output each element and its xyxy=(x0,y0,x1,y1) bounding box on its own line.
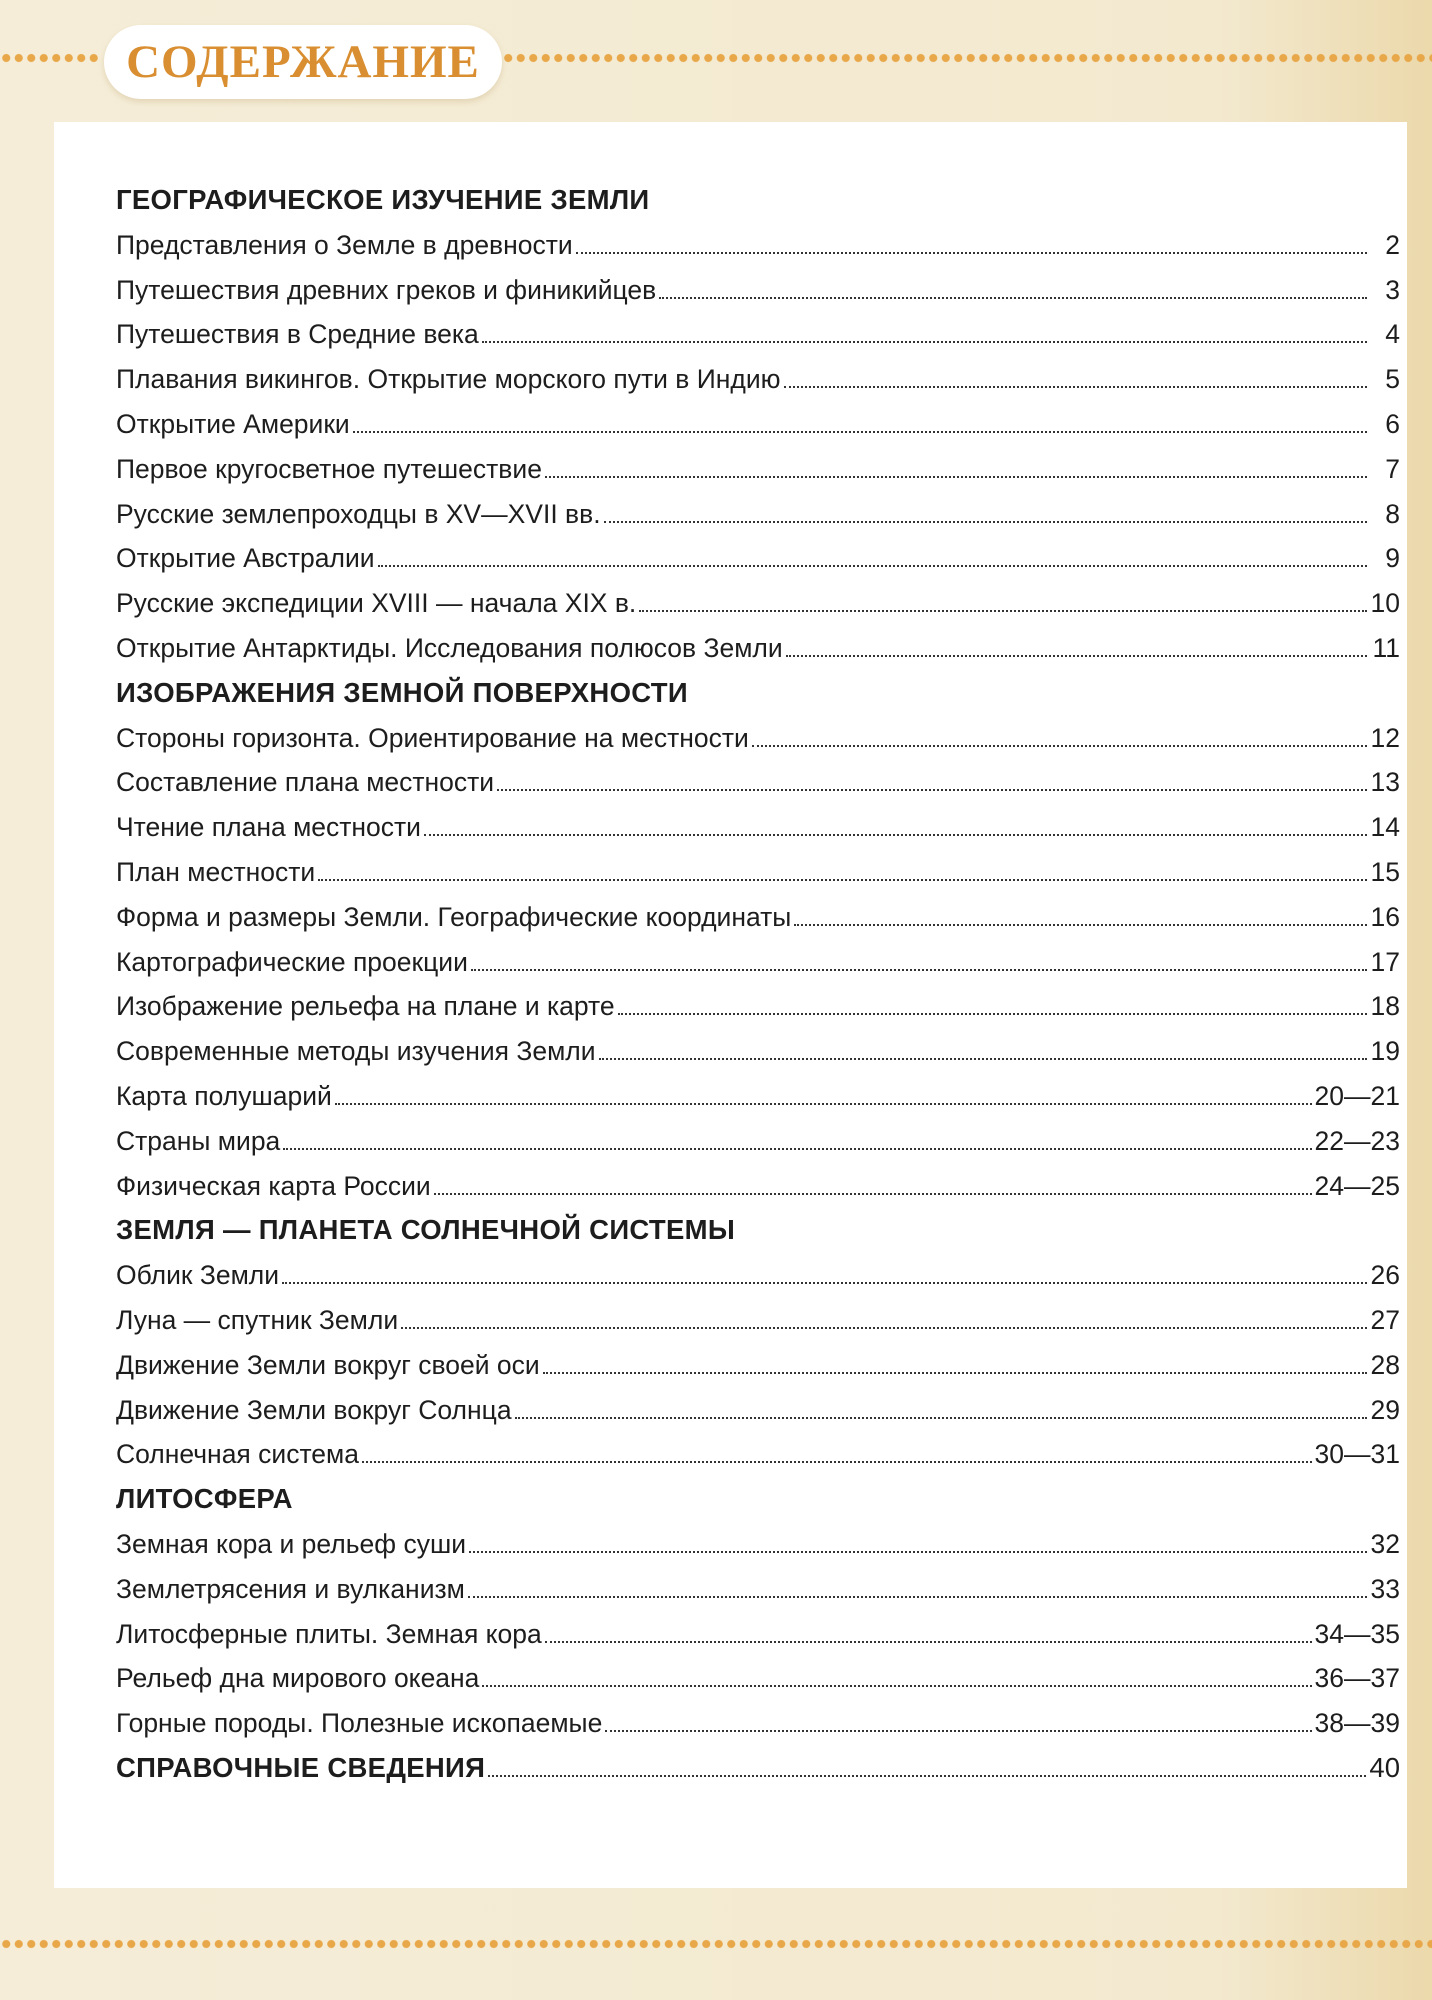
toc-entry-page: 34—35 xyxy=(1314,1618,1400,1649)
dot-leader xyxy=(794,923,1367,926)
dot-leader xyxy=(545,475,1367,478)
toc-entry[interactable] xyxy=(116,1701,1400,1746)
dot-leader xyxy=(468,1595,1367,1598)
dot-leader xyxy=(318,878,1367,881)
toc-final-entry[interactable] xyxy=(116,1746,1400,1791)
toc-entry-page: 29 xyxy=(1370,1394,1400,1425)
dot-leader xyxy=(401,1326,1367,1329)
toc-entry[interactable] xyxy=(116,402,1400,447)
toc-entry[interactable] xyxy=(116,223,1400,268)
toc-entry[interactable] xyxy=(116,357,1400,402)
dot-leader xyxy=(599,1057,1367,1060)
section-heading-label: ЛИТОСФЕРА xyxy=(116,1483,293,1515)
toc-entry-page: 10 xyxy=(1370,588,1400,619)
dot-leader xyxy=(659,296,1367,299)
section-heading-label: ИЗОБРАЖЕНИЯ ЗЕМНОЙ ПОВЕРХНОСТИ xyxy=(116,676,688,708)
toc-entry[interactable] xyxy=(116,760,1400,805)
toc-entry-page: 28 xyxy=(1370,1349,1400,1380)
dot-leader xyxy=(497,788,1367,791)
toc-entry[interactable] xyxy=(116,447,1400,492)
toc-entry[interactable] xyxy=(116,1522,1400,1567)
toc-entry-label: Форма и размеры Земли. Географические координаты xyxy=(116,901,792,932)
toc-entry[interactable] xyxy=(116,805,1400,850)
toc-entry-page: 6 xyxy=(1385,408,1400,439)
toc-entry-label: Современные методы изучения Земли xyxy=(116,1036,596,1067)
toc-entry-page: 30—31 xyxy=(1314,1439,1400,1470)
toc-entry[interactable] xyxy=(116,268,1400,313)
dot-leader xyxy=(752,744,1367,747)
toc-entry-label: Землетрясения и вулканизм xyxy=(116,1573,465,1604)
toc-entry-label: План местности xyxy=(116,856,316,887)
toc-entry-page: 27 xyxy=(1370,1304,1400,1335)
toc-entry-page: 8 xyxy=(1385,498,1400,529)
dot-leader xyxy=(335,1102,1312,1105)
toc-entry-page: 36—37 xyxy=(1314,1663,1400,1694)
dot-leader xyxy=(482,340,1367,343)
dot-leader xyxy=(378,564,1367,567)
toc-entry-label: Чтение плана местности xyxy=(116,812,421,843)
toc-entry-label: Земная кора и рельеф суши xyxy=(116,1528,467,1559)
dot-leader xyxy=(469,1550,1367,1553)
dot-leader xyxy=(434,1192,1312,1195)
toc-entry[interactable] xyxy=(116,1074,1400,1119)
toc-entry-page: 5 xyxy=(1385,364,1400,395)
section-heading xyxy=(116,1208,1400,1253)
toc-entry-page: 20—21 xyxy=(1314,1080,1400,1111)
dotted-border-bottom xyxy=(0,1938,1432,1950)
toc-entry-label: Облик Земли xyxy=(116,1260,280,1291)
toc-entry-page: 38—39 xyxy=(1314,1708,1400,1739)
toc-entry-label: Картографические проекции xyxy=(116,946,468,977)
toc-entry-page: 19 xyxy=(1370,1036,1400,1067)
toc-entry[interactable] xyxy=(116,1253,1400,1298)
toc-entry-page: 4 xyxy=(1385,319,1400,350)
toc-entry-label: Первое кругосветное путешествие xyxy=(116,453,542,484)
dot-leader xyxy=(515,1416,1367,1419)
dot-leader xyxy=(618,1012,1367,1015)
toc-entry-page: 26 xyxy=(1370,1260,1400,1291)
toc-entry-label: Луна — спутник Земли xyxy=(116,1304,399,1335)
toc-entry-label: Движение Земли вокруг своей оси xyxy=(116,1349,540,1380)
toc-entry-label: Плавания викингов. Открытие морского пути в Индию xyxy=(116,364,781,395)
toc-entry-label: Литосферные плиты. Земная кора xyxy=(116,1618,542,1649)
final-entry-page: 40 xyxy=(1369,1751,1400,1783)
toc-entry-label: Физическая карта России xyxy=(116,1170,431,1201)
toc-entry[interactable] xyxy=(116,312,1400,357)
table-of-contents xyxy=(116,178,1400,1791)
toc-entry-label: Русские землепроходцы в XV—XVII вв. xyxy=(116,498,601,529)
toc-entry[interactable] xyxy=(116,1119,1400,1164)
toc-entry-label: Путешествия древних греков и финикийцев xyxy=(116,274,657,305)
toc-entry[interactable] xyxy=(116,1164,1400,1209)
toc-entry-page: 7 xyxy=(1385,453,1400,484)
section-heading xyxy=(116,1477,1400,1522)
toc-entry[interactable] xyxy=(116,940,1400,985)
toc-entry[interactable] xyxy=(116,1612,1400,1657)
section-heading-label: ГЕОГРАФИЧЕСКОЕ ИЗУЧЕНИЕ ЗЕМЛИ xyxy=(116,184,650,215)
dot-leader xyxy=(604,520,1367,523)
title-badge xyxy=(104,25,502,99)
toc-entry-page: 33 xyxy=(1370,1573,1400,1604)
toc-entry-label: Открытие Америки xyxy=(116,408,350,439)
toc-entry-page: 2 xyxy=(1385,229,1400,260)
toc-entry-label: Открытие Антарктиды. Исследования полюсов Земли xyxy=(116,632,783,663)
dot-leader xyxy=(353,430,1367,433)
dot-leader xyxy=(545,1640,1312,1643)
section-heading-label: ЗЕМЛЯ — ПЛАНЕТА СОЛНЕЧНОЙ СИСТЕМЫ xyxy=(116,1214,736,1246)
toc-entry[interactable] xyxy=(116,1656,1400,1701)
toc-entry[interactable] xyxy=(116,1029,1400,1074)
toc-entry[interactable] xyxy=(116,1567,1400,1612)
toc-entry[interactable] xyxy=(116,716,1400,761)
dot-leader xyxy=(786,654,1367,657)
dot-leader xyxy=(283,1147,1311,1150)
dot-leader xyxy=(639,609,1367,612)
toc-entry[interactable] xyxy=(116,895,1400,940)
dot-leader xyxy=(362,1460,1312,1463)
toc-entry-page: 16 xyxy=(1370,901,1400,932)
toc-entry-page: 14 xyxy=(1370,812,1400,843)
page-title: СОДЕРЖАНИЕ xyxy=(126,36,480,88)
final-entry-label: СПРАВОЧНЫЕ СВЕДЕНИЯ xyxy=(116,1751,486,1783)
toc-entry[interactable] xyxy=(116,492,1400,537)
toc-entry-page: 18 xyxy=(1370,991,1400,1022)
toc-entry-page: 24—25 xyxy=(1314,1170,1400,1201)
toc-entry-label: Составление плана местности xyxy=(116,767,495,798)
dot-leader xyxy=(424,833,1367,836)
toc-entry-label: Русские экспедиции XVIII — начала XIX в. xyxy=(116,588,637,619)
toc-entry-label: Страны мира xyxy=(116,1125,281,1156)
toc-entry-page: 32 xyxy=(1370,1528,1400,1559)
toc-entry[interactable] xyxy=(116,984,1400,1029)
toc-entry-page: 12 xyxy=(1370,722,1400,753)
dotted-border-top-right xyxy=(502,52,1432,64)
toc-entry[interactable] xyxy=(116,536,1400,581)
dot-leader xyxy=(784,385,1367,388)
toc-entry[interactable] xyxy=(116,1388,1400,1433)
dot-leader xyxy=(282,1281,1367,1284)
dot-leader xyxy=(605,1729,1311,1732)
toc-entry-label: Горные породы. Полезные ископаемые xyxy=(116,1708,603,1739)
dot-leader xyxy=(482,1684,1311,1687)
dot-leader xyxy=(471,968,1367,971)
toc-entry-label: Движение Земли вокруг Солнца xyxy=(116,1394,512,1425)
toc-entry-label: Путешествия в Средние века xyxy=(116,319,479,350)
toc-entry-label: Стороны горизонта. Ориентирование на местности xyxy=(116,722,749,753)
section-heading xyxy=(116,178,1400,223)
toc-entry-page: 17 xyxy=(1370,946,1400,977)
toc-entry[interactable] xyxy=(116,581,1400,626)
toc-entry[interactable] xyxy=(116,1432,1400,1477)
dotted-border-top-left xyxy=(0,52,100,64)
toc-entry-label: Рельеф дна мирового океана xyxy=(116,1663,480,1694)
toc-entry[interactable] xyxy=(116,850,1400,895)
section-heading xyxy=(116,671,1400,716)
dot-leader xyxy=(488,1774,1366,1777)
toc-entry-page: 9 xyxy=(1385,543,1400,574)
toc-entry-page: 11 xyxy=(1372,632,1400,663)
toc-entry-label: Открытие Австралии xyxy=(116,543,375,574)
toc-entry[interactable] xyxy=(116,1298,1400,1343)
toc-entry-page: 15 xyxy=(1370,856,1400,887)
toc-entry[interactable] xyxy=(116,1343,1400,1388)
dot-leader xyxy=(576,251,1367,254)
toc-entry-page: 22—23 xyxy=(1314,1125,1400,1156)
toc-entry-label: Карта полушарий xyxy=(116,1080,332,1111)
toc-entry-label: Солнечная система xyxy=(116,1439,359,1470)
toc-entry-page: 3 xyxy=(1385,274,1400,305)
toc-entry[interactable] xyxy=(116,626,1400,671)
toc-entry-label: Представления о Земле в древности xyxy=(116,229,573,260)
toc-entry-label: Изображение рельефа на плане и карте xyxy=(116,991,615,1022)
toc-entry-page: 13 xyxy=(1370,767,1400,798)
dot-leader xyxy=(543,1371,1367,1374)
